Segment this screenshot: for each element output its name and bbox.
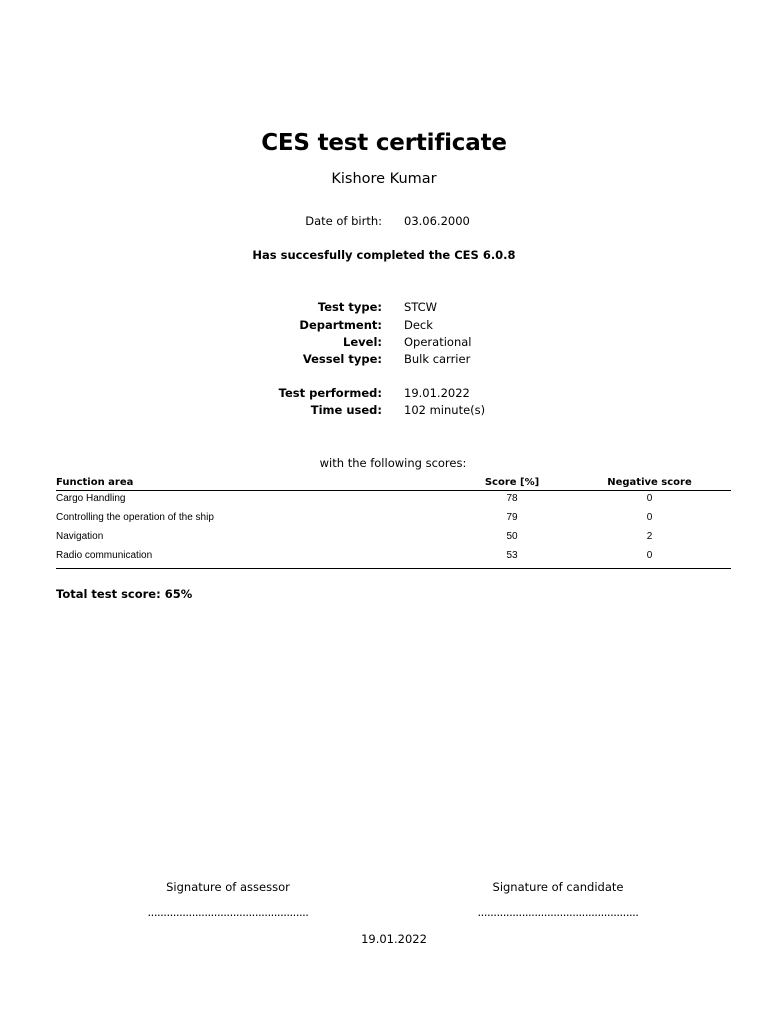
table-row (56, 529, 731, 548)
candidate-signature-label: Signature of candidate (492, 880, 624, 894)
cell-negative-score: 0 (568, 548, 731, 569)
total-test-score: Total test score: 65% (56, 587, 193, 601)
cell-negative-score: 0 (646, 493, 653, 504)
detail-label-test-type: Test type: (317, 300, 382, 314)
cell-function-area: Radio communication (56, 548, 456, 569)
label-time-used: Time used: (310, 403, 382, 417)
cell-function-area: Controlling the operation of the ship (56, 512, 214, 523)
detail-label-department: Department: (299, 318, 382, 332)
candidate-name: Kishore Kumar (331, 171, 437, 187)
assessor-signature-label: Signature of assessor (166, 880, 290, 894)
detail-value-level: Operational (404, 335, 472, 349)
detail-label-level: Level: (343, 335, 382, 349)
scores-table (56, 476, 731, 569)
cell-score: 78 (506, 493, 518, 504)
completed-statement: Has succesfully completed the CES 6.0.8 (252, 248, 516, 262)
cell-negative-score: 2 (646, 531, 653, 542)
detail-value-vessel-type: Bulk carrier (404, 352, 471, 366)
cell-negative-score: 0 (646, 512, 653, 523)
table-row (56, 548, 731, 569)
cell-score: 53 (456, 548, 568, 569)
detail-value-test-type: STCW (404, 300, 438, 314)
header-score: Score [%] (456, 476, 568, 491)
detail-value-department: Deck (404, 318, 433, 332)
scores-intro: with the following scores: (319, 456, 467, 470)
certificate-title: CES test certificate (261, 130, 507, 156)
signature-date: 19.01.2022 (361, 932, 427, 946)
table-row (56, 491, 731, 511)
header-negative-score: Negative score (568, 476, 731, 491)
cell-function-area: Navigation (56, 531, 104, 542)
cell-score: 50 (506, 531, 518, 542)
value-test-performed: 19.01.2022 (404, 386, 470, 400)
label-test-performed: Test performed: (278, 386, 382, 400)
dob-label: Date of birth: (305, 214, 382, 228)
dob-value: 03.06.2000 (404, 214, 470, 228)
detail-label-vessel-type: Vessel type: (302, 352, 382, 366)
table-header-row (56, 476, 731, 491)
cell-score: 79 (506, 512, 518, 523)
candidate-signature-line: ................................................... (477, 905, 639, 919)
table-row (56, 510, 731, 529)
cell-function-area: Cargo Handling (56, 493, 126, 504)
value-time-used: 102 minute(s) (404, 403, 486, 417)
header-function-area: Function area (56, 476, 456, 491)
assessor-signature-line: ................................................... (147, 905, 309, 919)
